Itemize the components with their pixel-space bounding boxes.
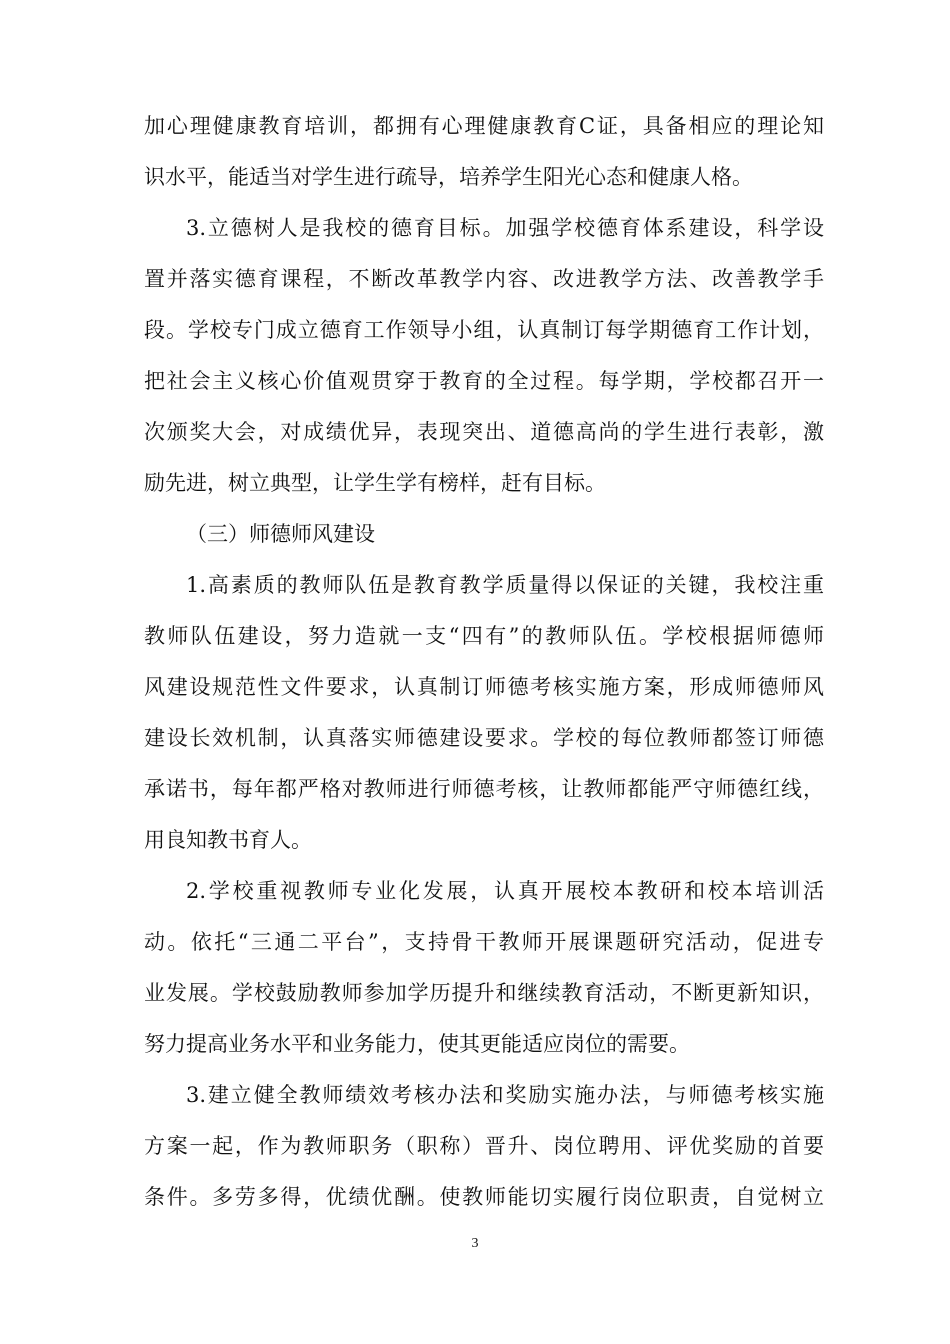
- text-line: 承诺书，每年都严格对教师进行师德考核，让教师都能严守师德红线，: [144, 777, 824, 801]
- text-line: 方案一起，作为教师职务（职称）晋升、岗位聘用、评优奖励的首要: [144, 1134, 824, 1158]
- text-line: 3.立德树人是我校的德育目标。加强学校德育体系建设，科学设: [186, 216, 824, 240]
- text-line: 动。依托“三通二平台”，支持骨干教师开展课题研究活动，促进专: [144, 930, 824, 954]
- text-line: 1.高素质的教师队伍是教育教学质量得以保证的关键，我校注重: [186, 573, 824, 597]
- page-number: 3: [471, 1236, 479, 1251]
- text-line: 教师队伍建设，努力造就一支“四有”的教师队伍。学校根据师德师: [144, 624, 824, 648]
- text-line: 段。学校专门成立德育工作领导小组，认真制订每学期德育工作计划，: [144, 318, 824, 342]
- document-body: [144, 101, 824, 1223]
- paragraph-performance-assessment: [144, 1070, 824, 1223]
- text-line: 把社会主义核心价值观贯穿于教育的全过程。每学期，学校都召开一: [144, 369, 824, 393]
- text-line: 业发展。学校鼓励教师参加学历提升和继续教育活动，不断更新知识，: [144, 981, 824, 1005]
- text-line: 识水平，能适当对学生进行疏导，培养学生阳光心态和健康人格。: [144, 165, 753, 189]
- text-line: 加心理健康教育培训，都拥有心理健康教育C证，具备相应的理论知: [144, 114, 824, 138]
- text-line: 3.建立健全教师绩效考核办法和奖励实施办法，与师德考核实施: [186, 1083, 824, 1107]
- paragraph-continuation: [144, 101, 824, 203]
- text-line: 用良知教书育人。: [144, 828, 312, 852]
- section-heading: [144, 509, 824, 560]
- text-line: 努力提高业务水平和业务能力，使其更能适应岗位的需要。: [144, 1032, 690, 1056]
- paragraph-professional-development: [144, 866, 824, 1070]
- paragraph-moral-education-goal: [144, 203, 824, 509]
- text-line: 励先进，树立典型，让学生学有榜样，赶有目标。: [144, 471, 606, 495]
- heading-text: （三）师德师风建设: [186, 522, 375, 546]
- text-line: 风建设规范性文件要求，认真制订师德考核实施方案，形成师德师风: [144, 675, 824, 699]
- text-line: 置并落实德育课程，不断改革教学内容、改进教学方法、改善教学手: [144, 267, 824, 291]
- text-line: 次颁奖大会，对成绩优异，表现突出、道德高尚的学生进行表彰，激: [144, 420, 824, 444]
- text-line: 条件。多劳多得，优绩优酬。使教师能切实履行岗位职责，自觉树立: [144, 1185, 824, 1209]
- text-line: 建设长效机制，认真落实师德建设要求。学校的每位教师都签订师德: [144, 726, 824, 750]
- text-line: 2.学校重视教师专业化发展，认真开展校本教研和校本培训活: [186, 879, 824, 903]
- paragraph-teacher-team: [144, 560, 824, 866]
